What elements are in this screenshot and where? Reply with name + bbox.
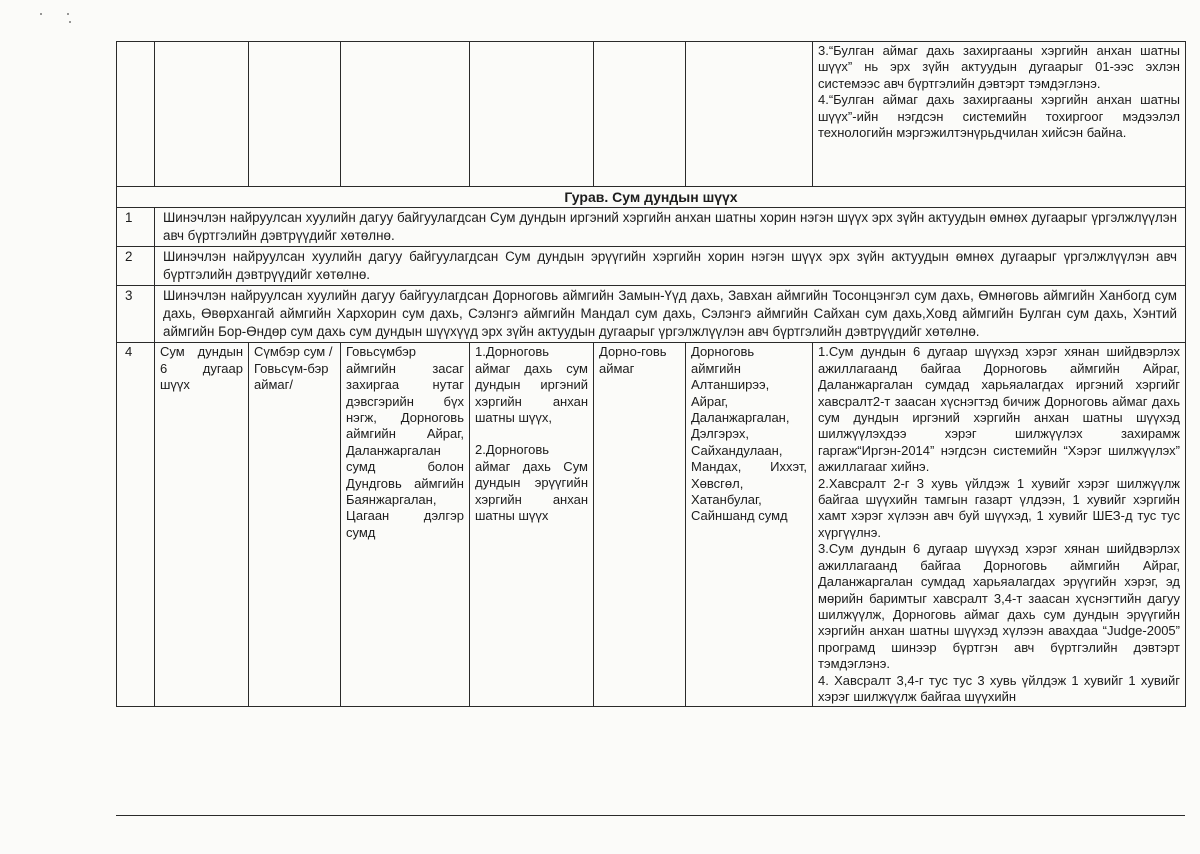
table-row-court-6 bbox=[117, 343, 1186, 707]
document-table bbox=[116, 41, 1186, 707]
table-row bbox=[117, 286, 1186, 343]
cell-procedure-continued bbox=[813, 42, 1186, 187]
procedure-item: 3.Сум дундын 6 дугаар шүүхэд хэрэг хянан шийдвэрлэх ажиллагаанд байгаа Дорноговь аймгийн Айраг, Даланжаргалан сумдад харьяалагдах эрүүгийн хэрэг, эд мөрийн баримтыг хавсралт 3,4-т заасан хүснэгтийн дагуу шилжүүлж, Дорноговь аймаг дахь сум дундын эрүүгийн хэргийн анхан шатны шүүхэд хүлээн авахдаа “Judge-2005” програмд шинээр бүртгэн авч бүртгэлийн дэвтэрт тэмдэглэнэ. bbox=[818, 541, 1180, 672]
procedure-item: 4.“Булган аймаг дахь захиргааны хэргийн анхан шатны шүүх”-ийн нэгдсэн системийн тохиргоог мэдээлэл технологийн мэргэжилтэнүрьдчилан хийсэн байна. bbox=[818, 92, 1180, 141]
row-number: 4 bbox=[117, 343, 155, 707]
section-title: Гурав. Сум дундын шүүх bbox=[117, 187, 1186, 208]
row-text: Шинэчлэн найруулсан хуулийн дагуу байгуулагдсан Сум дундын эрүүгийн хэргийн хорин нэгэн шүүх эрх зүйн актуудын өмнөх дугаарыг үргэлжлүүлэн авч бүртгэлийн дэвтрүүдийг хөтөлнө. bbox=[155, 247, 1186, 286]
procedure-item: 4. Хавсралт 3,4-г тус тус 3 хувь үйлдэж 1 хувийг 1 хувийг хэрэг шилжүүлж байгаа шүүхийн bbox=[818, 672, 1180, 704]
receiving-court-civil: 1.Дорноговь аймаг дахь сум дундын иргэний хэргийн анхан шатны шүүх, bbox=[475, 344, 588, 426]
row-number: 1 bbox=[117, 208, 155, 247]
court-name: Сум дундын 6 дугаар шүүх bbox=[155, 343, 249, 707]
cell-empty bbox=[117, 42, 155, 187]
procedure-item: 3.“Булган аймаг дахь захиргааны хэргийн анхан шатны шүүх” нь эрх зүйн актуудын дугаарыг 01-ээс эхлэн системээс авч бүртгэлийн дэвтэрт тэмдэглэнэ. bbox=[818, 43, 1180, 91]
row-number: 2 bbox=[117, 247, 155, 286]
row-text: Шинэчлэн найруулсан хуулийн дагуу байгуулагдсан Сум дундын иргэний хэргийн анхан шатны хорин нэгэн шүүх эрх зүйн актуудын өмнөх дугаарыг үргэлжлүүлэн авч бүртгэлийн дэвтрүүдийг хөтөлнө. bbox=[155, 208, 1186, 247]
table-row bbox=[117, 247, 1186, 286]
table-row bbox=[117, 208, 1186, 247]
court-location: Сүмбэр сум /Говьсүм-бэр аймаг/ bbox=[249, 343, 341, 707]
row-number: 3 bbox=[117, 286, 155, 343]
cell-empty bbox=[594, 42, 686, 187]
cell-empty bbox=[341, 42, 470, 187]
page-bottom-border bbox=[116, 815, 1185, 816]
cell-empty bbox=[470, 42, 594, 187]
receiving-courts bbox=[470, 343, 594, 707]
aimag-name: Дорно-говь аймаг bbox=[594, 343, 686, 707]
cell-empty bbox=[686, 42, 813, 187]
procedure-item: 1.Сум дундын 6 дугаар шүүхэд хэрэг хянан шийдвэрлэх ажиллагаанд байгаа Дорноговь аймгийн Айраг, Даланжаргалан сумдад харьяалагдах иргэний хэргийг хавсралт2-т заасан хүснэгтэд бичиж Дорноговь аймаг дахь сум дундын иргэний хэргийн анхан шатны шүүхэд шилжүүлэхдээ хэрэг шилжүүлэх захирамж гаргаж“Иргэн-2014” нэгдсэн системийн “Хэрэг шилжүүлэх” ажиллагааг хийнэ. bbox=[818, 344, 1180, 475]
row-text: Шинэчлэн найруулсан хуулийн дагуу байгуулагдсан Дорноговь аймгийн Замын-Үүд дахь, Завхан аймгийн Тосонцэнгэл сум дахь, Өмнөговь аймгийн Ханбогд сум дахь, Өвөрхангай аймгийн Хархорин сум дахь, Сэлэнгэ аймгийн Мандал сум дахь, Сэлэнгэ аймгийн Сайхан сум дахь,Ховд аймгийн Булган сум дахь, Хэнтий аймгийн Бор-Өндөр сум дахь сум дундын шүүхүүд эрх зүйн актуудын дугаарыг үргэлжлүүлэн авч бүртгэлийн дэвтрүүдийг хөтөлнө. bbox=[155, 286, 1186, 343]
procedures bbox=[813, 343, 1186, 707]
spacer bbox=[475, 426, 588, 442]
cell-empty bbox=[155, 42, 249, 187]
procedure-item: 2.Хавсралт 2-г 3 хувь үйлдэж 1 хувийг хэрэг шилжүүлж байгаа шүүхийн тамгын газарт үлдээн, 1 хувийг хэргийн хамт хэрэг хүлээн авч буй шүүхэд, 1 хувийг ШЕЗ-д тус тус хүргүүлнэ. bbox=[818, 475, 1180, 540]
receiving-court-criminal: 2.Дорноговь аймаг дахь Сум дундын эрүүгийн хэргийн анхан шатны шүүх bbox=[475, 442, 588, 524]
table-row-continued bbox=[117, 42, 1186, 187]
section-header-row bbox=[117, 187, 1186, 208]
jurisdiction: Говьсүмбэр аймгийн засаг захиргаа нутаг дэвсгэрийн бүх нэгж, Дорноговь аймгийн Айраг, Даланжаргалан сумд болон Дундговь аймгийн Баянжаргалан, Цагаан дэлгэр сумд bbox=[341, 343, 470, 707]
soum-list: Дорноговь аймгийн Алтанширээ, Айраг, Даланжаргалан, Дэлгэрэх, Сайхандулаан, Мандах, Иххэт, Хөвсгөл, Хатанбулаг, Сайншанд сумд bbox=[686, 343, 813, 707]
cell-empty bbox=[249, 42, 341, 187]
